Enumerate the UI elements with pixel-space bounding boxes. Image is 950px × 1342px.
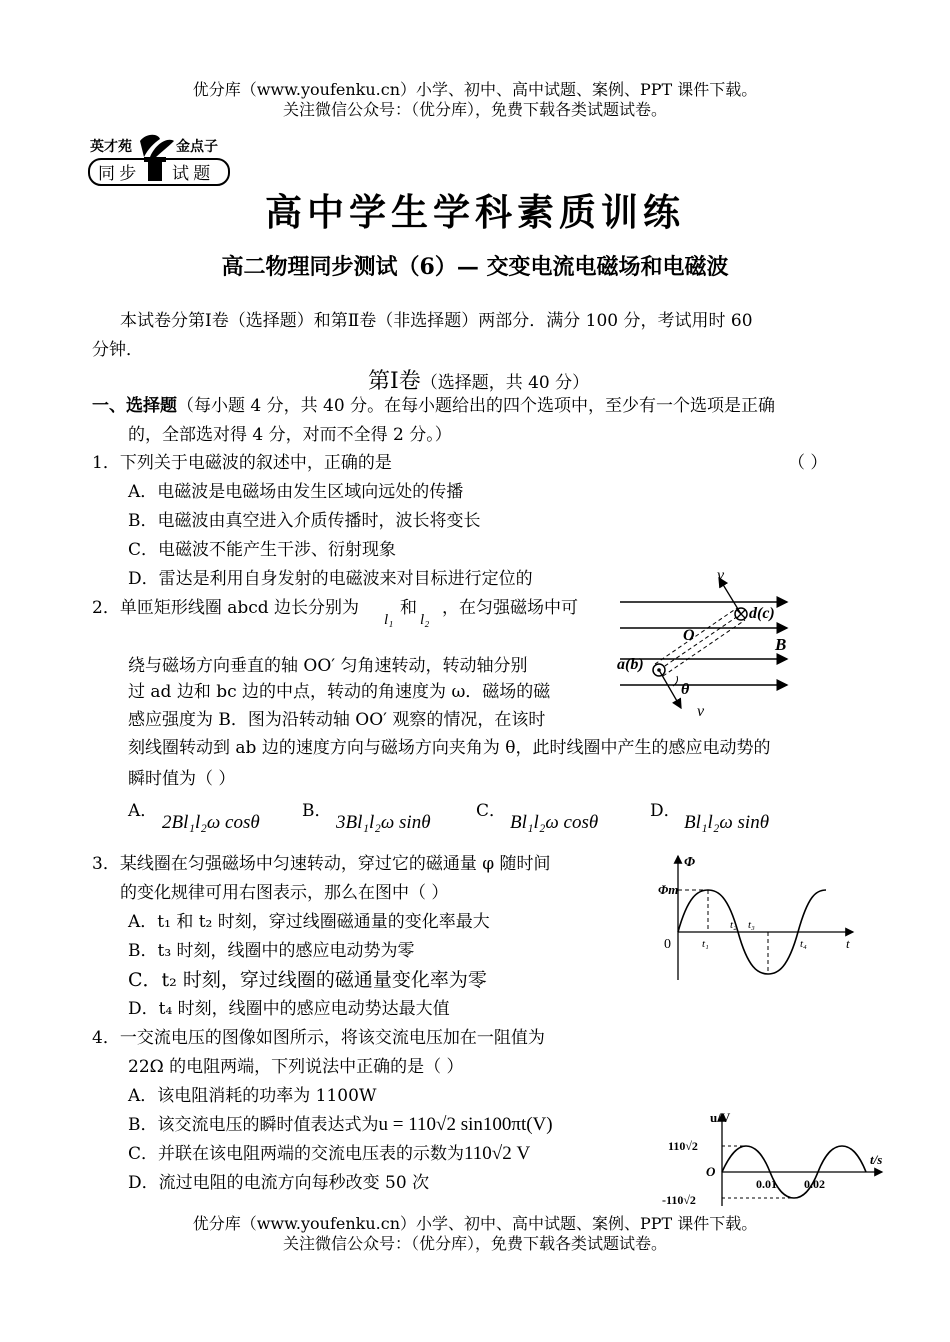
q4-fig-label-y: u/V bbox=[710, 1110, 731, 1125]
q3-option-c: C．t₂ 时刻，穿过线圈的磁通量变化率为零 bbox=[128, 969, 487, 991]
q3-fig-label-t4: t₄ bbox=[800, 938, 807, 950]
q2-option-d-label: D． bbox=[650, 801, 681, 821]
q2-line-1b: 和 bbox=[400, 598, 417, 618]
q3-line-2: 的变化规律可用右图表示，那么在图中（ ） bbox=[120, 883, 449, 903]
q2-fig-label-v-bottom: v bbox=[697, 703, 705, 716]
q4-line-2: 22Ω 的电阻两端，下列说法中正确的是（ ） bbox=[128, 1057, 464, 1077]
q3-fig-label-ym: Φm bbox=[658, 882, 679, 897]
q1-option-b: B．电磁波由真空进入介质传播时，波长将变长 bbox=[128, 511, 481, 531]
section-label: 一、选择题 bbox=[92, 396, 177, 416]
q1-option-a: A．电磁波是电磁场由发生区域向远处的传播 bbox=[128, 482, 464, 502]
q4-option-c bbox=[128, 1142, 530, 1166]
q3-fig-label-y: Φ bbox=[684, 855, 696, 870]
q2-figure bbox=[615, 566, 805, 716]
q1-option-d: D．雷达是利用自身发射的电磁波来对目标进行定位的 bbox=[128, 569, 533, 589]
q3-fig-label-t2: t₂ bbox=[730, 919, 737, 931]
q4-fig-label-x1: 0.01 bbox=[756, 1177, 777, 1191]
part-title: 第Ⅰ卷 bbox=[368, 369, 421, 394]
logo-text-bottom-left: 同 步 bbox=[98, 164, 137, 183]
footer-line-1: 优分库（www.youfenku.cn）小学、初中、高中试题、案例、PPT 课件下载。 bbox=[192, 1214, 758, 1233]
logo-text-top-left: 英才苑 bbox=[90, 140, 132, 155]
q2-fig-label-v-top: v bbox=[717, 567, 725, 584]
q3-option-b: B．t₃ 时刻，线圈中的感应电动势为零 bbox=[128, 941, 415, 961]
q4-fig-label-ymin: -110√2 bbox=[662, 1193, 696, 1207]
q3-option-a: A．t₁ 和 t₂ 时刻，穿过线圈磁通量的变化率最大 bbox=[128, 912, 490, 932]
q2-var-l2: l₂ bbox=[420, 612, 430, 628]
q4-option-c-text: C．并联在该电阻两端的交流电压表的示数为 bbox=[128, 1144, 465, 1164]
q4-fig-label-x2: 0.02 bbox=[804, 1177, 825, 1191]
q4-figure bbox=[662, 1108, 897, 1208]
q3-fig-label-t: t bbox=[846, 936, 850, 951]
header-line-2: 关注微信公众号：（优分库），免费下载各类试题试卷。 bbox=[282, 100, 667, 119]
page-subtitle: 高二物理同步测试（6）— 交变电流电磁场和电磁波 bbox=[221, 254, 729, 280]
q1-answer-bracket: （ ） bbox=[788, 453, 828, 473]
q2-option-c: Bl₁l₂ω cosθ bbox=[510, 812, 599, 833]
q2-line-3: 过 ad 边和 bc 边的中点，转动的角速度为 ω．磁场的磁 bbox=[128, 682, 551, 702]
part-heading bbox=[368, 364, 589, 395]
q4-option-b-expr: u = 110√2 sin100πt(V) bbox=[378, 1114, 553, 1135]
q2-option-a-label: A． bbox=[128, 801, 158, 821]
header-line-1: 优分库（www.youfenku.cn）小学、初中、高中试题、案例、PPT 课件下载。 bbox=[192, 80, 758, 99]
q2-option-a: 2Bl₁l₂ω cosθ bbox=[162, 812, 260, 833]
q3-fig-label-t1: t₁ bbox=[702, 938, 709, 950]
q2-option-d: Bl₁l₂ω sinθ bbox=[684, 812, 770, 833]
q2-fig-label-dc: d(c) bbox=[749, 605, 775, 622]
q2-option-b-label: B． bbox=[302, 801, 332, 821]
q3-line-1: 3．某线圈在匀强磁场中匀速转动，穿过它的磁通量 φ 随时间 bbox=[92, 854, 551, 874]
q4-fig-label-x: t/s bbox=[870, 1152, 883, 1167]
q2-fig-label-o: O bbox=[683, 627, 695, 644]
q2-line-1c: ，在匀强磁场中可 bbox=[442, 598, 578, 618]
q4-line-1: 4．一交流电压的图像如图所示，将该交流电压加在一阻值为 bbox=[92, 1028, 545, 1048]
q2-fig-label-theta: θ bbox=[681, 681, 690, 698]
intro-line-2: 分钟． bbox=[92, 340, 143, 360]
q4-option-b bbox=[128, 1113, 553, 1137]
part-note: （选择题，共 40 分） bbox=[420, 373, 590, 393]
q2-line-2: 绕与磁场方向垂直的轴 OO′ 匀角速转动，转动轴分别 bbox=[128, 656, 528, 676]
section-heading bbox=[92, 394, 775, 418]
q3-fig-label-t3: t₃ bbox=[748, 919, 755, 931]
q2-var-l1: l₁ bbox=[384, 612, 394, 628]
q3-figure bbox=[658, 850, 858, 985]
section-desc-2: 的，全部选对得 4 分，对而不全得 2 分。） bbox=[128, 425, 452, 445]
q2-line-4: 感应强度为 B．图为沿转动轴 OO′ 观察的情况，在该时 bbox=[128, 710, 546, 730]
q3-fig-label-origin: 0 bbox=[664, 937, 671, 952]
q1-option-c: C．电磁波不能产生干涉、衍射现象 bbox=[128, 540, 397, 560]
footer-line-2: 关注微信公众号：（优分库），免费下载各类试题试卷。 bbox=[282, 1234, 667, 1253]
q4-option-d: D．流过电阻的电流方向每秒改变 50 次 bbox=[128, 1173, 430, 1193]
q2-line-5: 刻线圈转动到 ab 边的速度方向与磁场方向夹角为 θ，此时线圈中产生的感应电动势的 bbox=[128, 738, 771, 758]
q4-option-b-text: B．该交流电压的瞬时值表达式为 bbox=[128, 1115, 379, 1135]
q2-line-6: 瞬时值为（ ） bbox=[128, 769, 236, 789]
q2-option-c-label: C． bbox=[476, 801, 507, 821]
intro-line-1: 本试卷分第Ⅰ卷（选择题）和第Ⅱ卷（非选择题）两部分．满分 100 分，考试用时 60 bbox=[120, 311, 753, 331]
publisher-logo bbox=[88, 133, 230, 189]
q4-fig-label-ymax: 110√2 bbox=[668, 1139, 698, 1153]
q4-fig-label-origin: O bbox=[706, 1164, 716, 1179]
q2-fig-label-b: B bbox=[775, 635, 787, 654]
q1-stem: 1．下列关于电磁波的叙述中，正确的是 bbox=[92, 453, 392, 473]
logo-text-top-right: 金点子 bbox=[176, 140, 218, 155]
logo-text-bottom-right: 试 题 bbox=[172, 164, 211, 183]
q4-option-a: A．该电阻消耗的功率为 1100W bbox=[128, 1086, 377, 1106]
page-title: 高中学生学科素质训练 bbox=[265, 191, 685, 234]
q3-option-d: D．t₄ 时刻，线圈中的感应电动势达最大值 bbox=[128, 999, 450, 1019]
q2-option-b: 3Bl₁l₂ω sinθ bbox=[336, 812, 431, 833]
q4-option-c-expr: 110√2 V bbox=[464, 1143, 531, 1164]
q2-fig-label-ab: a(b) bbox=[617, 656, 644, 673]
section-desc-1: （每小题 4 分，共 40 分。在每小题给出的四个选项中，至少有一个选项是正确 bbox=[177, 396, 776, 416]
q2-line-1: 2．单匝矩形线圈 abcd 边长分别为 bbox=[92, 598, 360, 618]
